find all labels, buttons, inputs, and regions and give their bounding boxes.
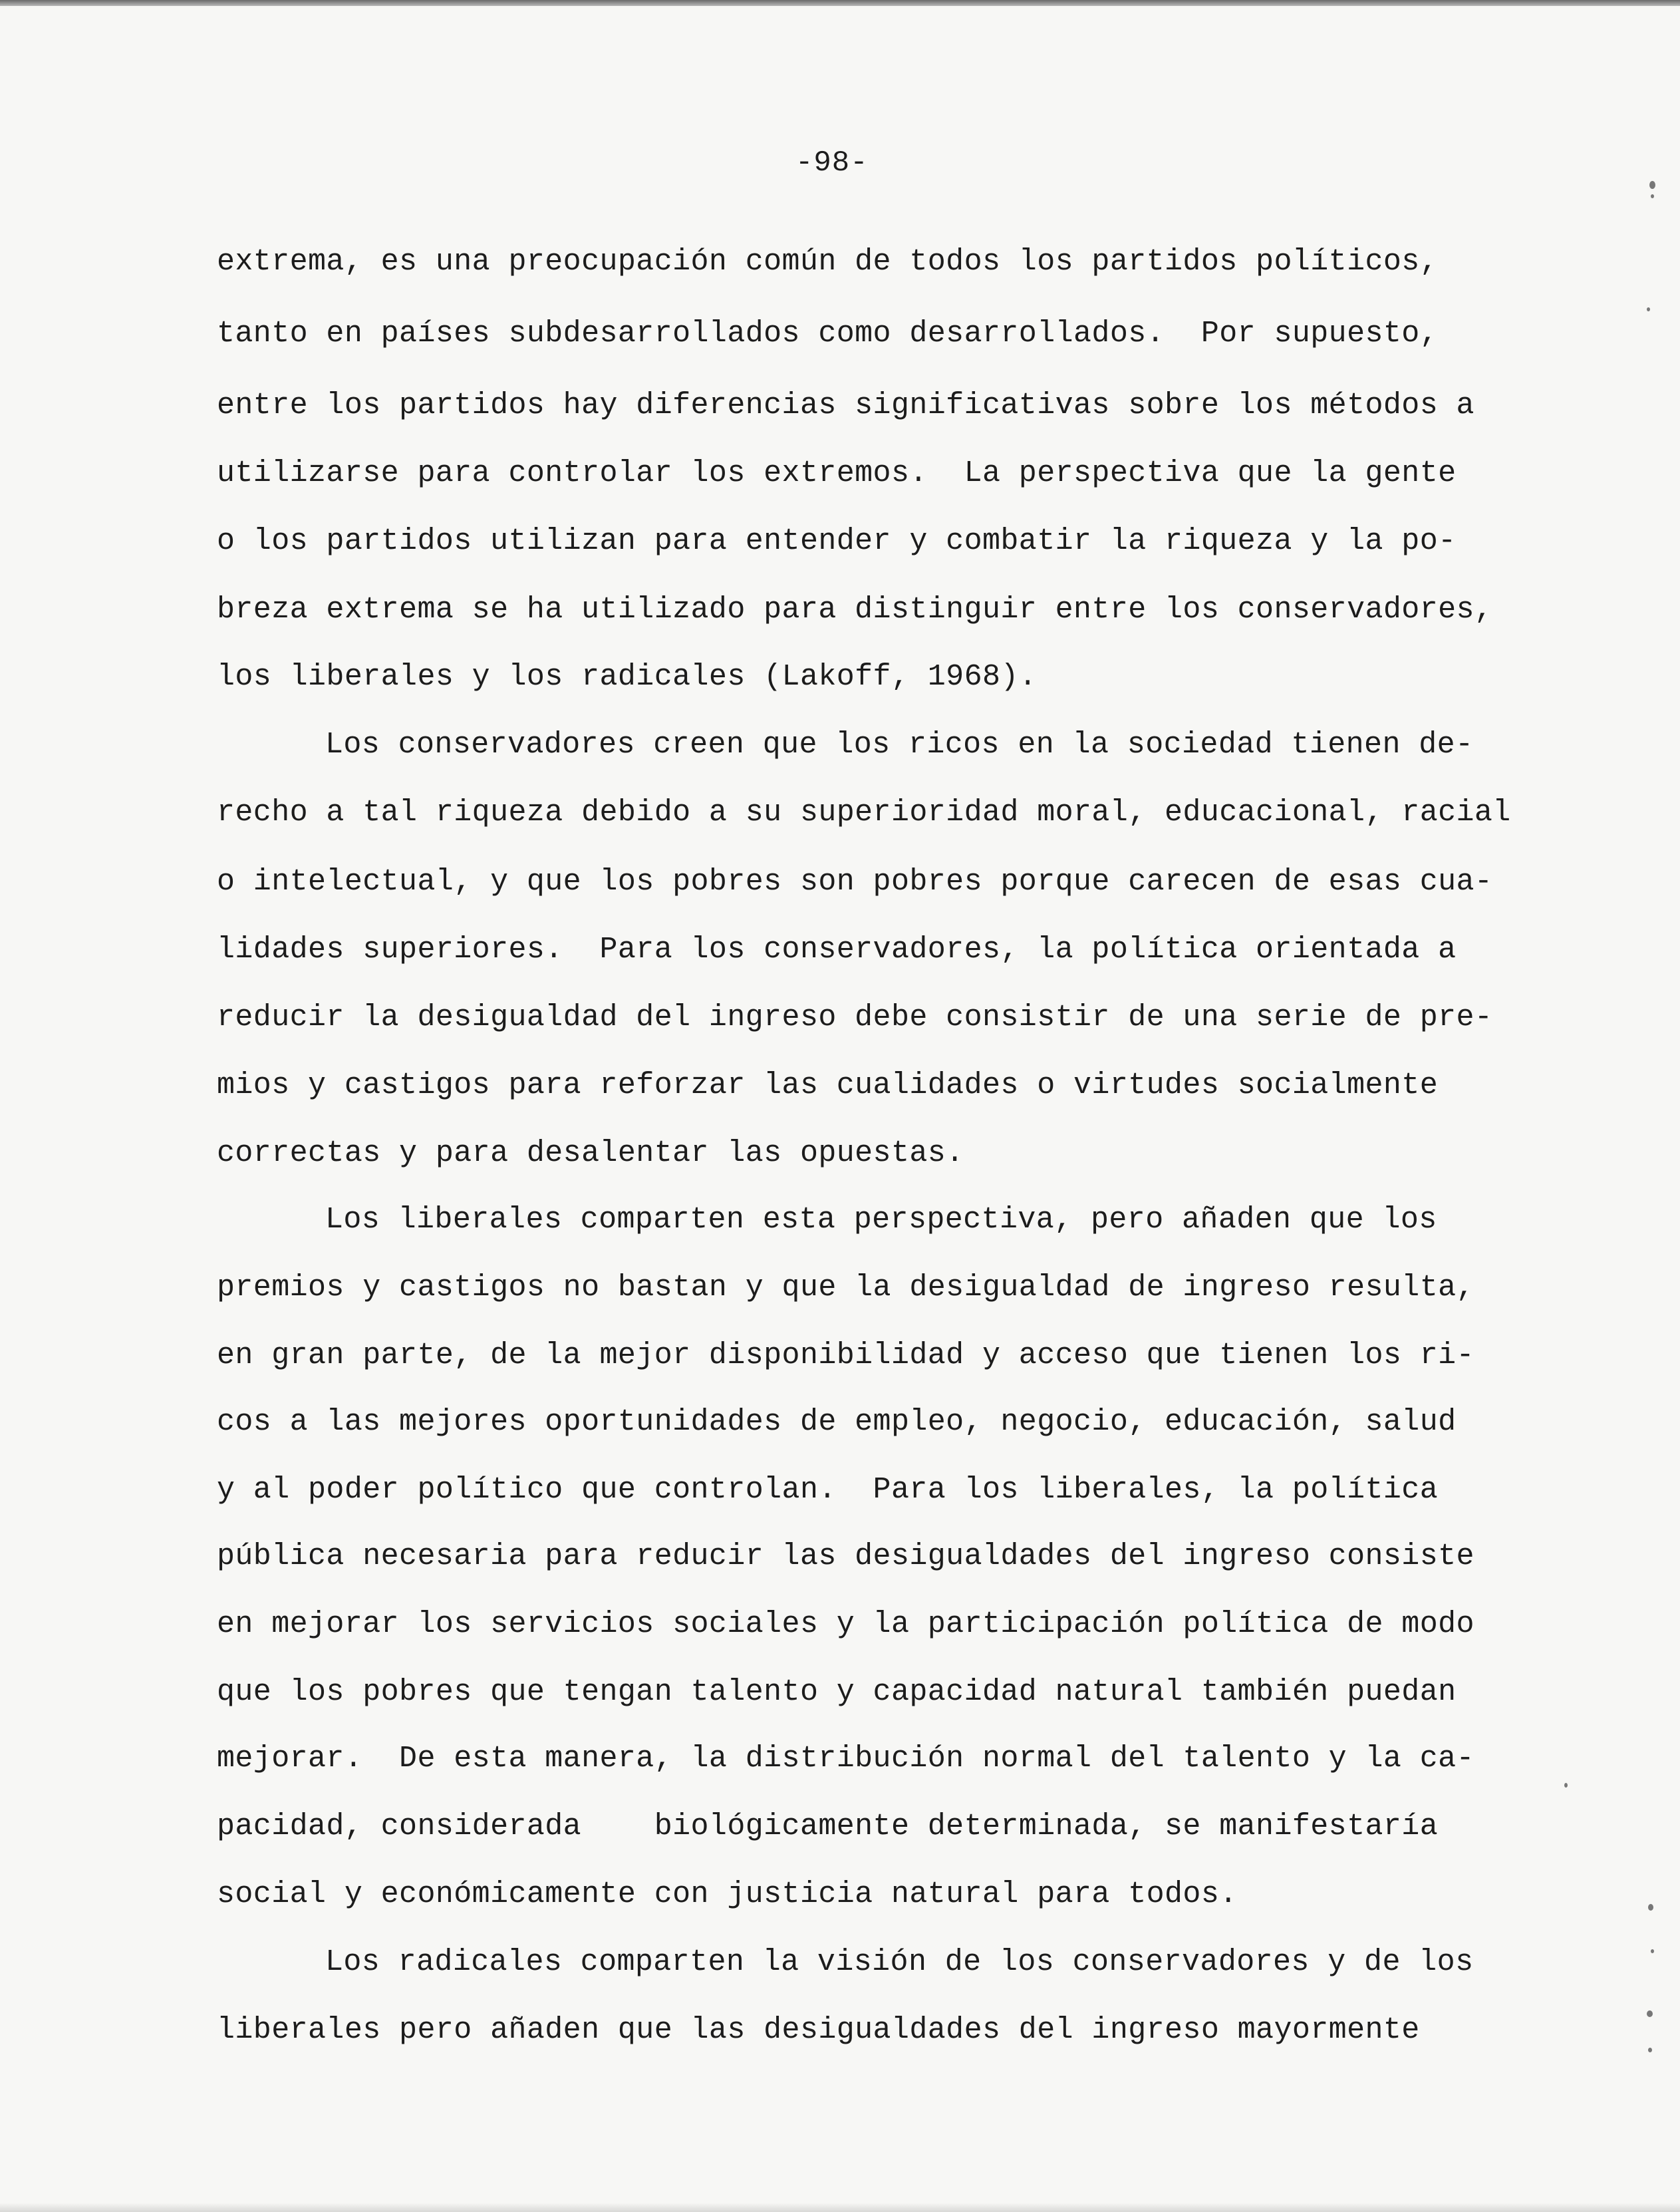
paragraph-start-line: Los radicales comparten la visión de los conservadores y de los <box>325 1945 1474 1979</box>
text-line: los liberales y los radicales (Lakoff, 1968). <box>217 660 1038 694</box>
text-line: o los partidos utilizan para entender y combatir la riqueza y la po- <box>217 524 1457 558</box>
text-line: utilizarse para controlar los extremos. La perspectiva que la gente <box>217 456 1457 490</box>
text-line: mios y castigos para reforzar las cualidades o virtudes socialmente <box>217 1068 1439 1102</box>
page-number: -98- <box>795 146 869 180</box>
text-line: premios y castigos no bastan y que la desigualdad de ingreso resulta, <box>217 1271 1474 1305</box>
text-line: o intelectual, y que los pobres son pobres porque carecen de esas cua- <box>217 865 1493 899</box>
text-line: tanto en países subdesarrollados como desarrollados. Por supuesto, <box>217 317 1439 351</box>
text-line: liberales pero añaden que las desigualdades del ingreso mayormente <box>217 2013 1420 2047</box>
text-line: en gran parte, de la mejor disponibilidad y acceso que tienen los ri- <box>217 1339 1474 1372</box>
scan-top-edge <box>0 0 1680 6</box>
scan-speck <box>1647 2010 1653 2017</box>
text-line: reducir la desigualdad del ingreso debe consistir de una serie de pre- <box>217 1001 1493 1034</box>
scan-speck <box>1649 181 1655 189</box>
scan-speck <box>1651 1949 1654 1953</box>
text-line: lidades superiores. Para los conservadores, la política orientada a <box>217 933 1457 967</box>
paragraph-start-line: Los liberales comparten esta perspectiva, pero añaden que los <box>325 1203 1437 1237</box>
scan-bottom-edge <box>0 2203 1680 2212</box>
scan-speck <box>1648 1904 1653 1911</box>
scan-speck <box>1647 307 1650 311</box>
text-line: breza extrema se ha utilizado para distinguir entre los conservadores, <box>217 593 1493 627</box>
text-line: y al poder político que controlan. Para los liberales, la política <box>217 1473 1439 1507</box>
text-line: social y económicamente con justicia natural para todos. <box>217 1877 1238 1911</box>
text-line: entre los partidos hay diferencias significativas sobre los métodos a <box>217 389 1474 422</box>
text-line: pacidad, considerada biológicamente determinada, se manifestaría <box>217 1810 1439 1843</box>
scan-speck <box>1648 2048 1652 2052</box>
text-line: correctas y para desalentar las opuestas. <box>217 1136 964 1170</box>
text-line: que los pobres que tengan talento y capacidad natural también puedan <box>217 1675 1457 1709</box>
text-line: extrema, es una preocupación común de todos los partidos políticos, <box>217 245 1439 279</box>
scan-speck <box>1651 194 1654 198</box>
text-line: cos a las mejores oportunidades de empleo, negocio, educación, salud <box>217 1405 1457 1439</box>
text-line: mejorar. De esta manera, la distribución normal del talento y la ca- <box>217 1742 1474 1776</box>
text-line: pública necesaria para reducir las desigualdades del ingreso consiste <box>217 1539 1474 1573</box>
scan-speck <box>1564 1783 1568 1788</box>
paragraph-start-line: Los conservadores creen que los ricos en la sociedad tienen de- <box>325 728 1474 762</box>
text-line: en mejorar los servicios sociales y la participación política de modo <box>217 1607 1474 1641</box>
text-line: recho a tal riqueza debido a su superioridad moral, educacional, racial <box>217 796 1511 830</box>
